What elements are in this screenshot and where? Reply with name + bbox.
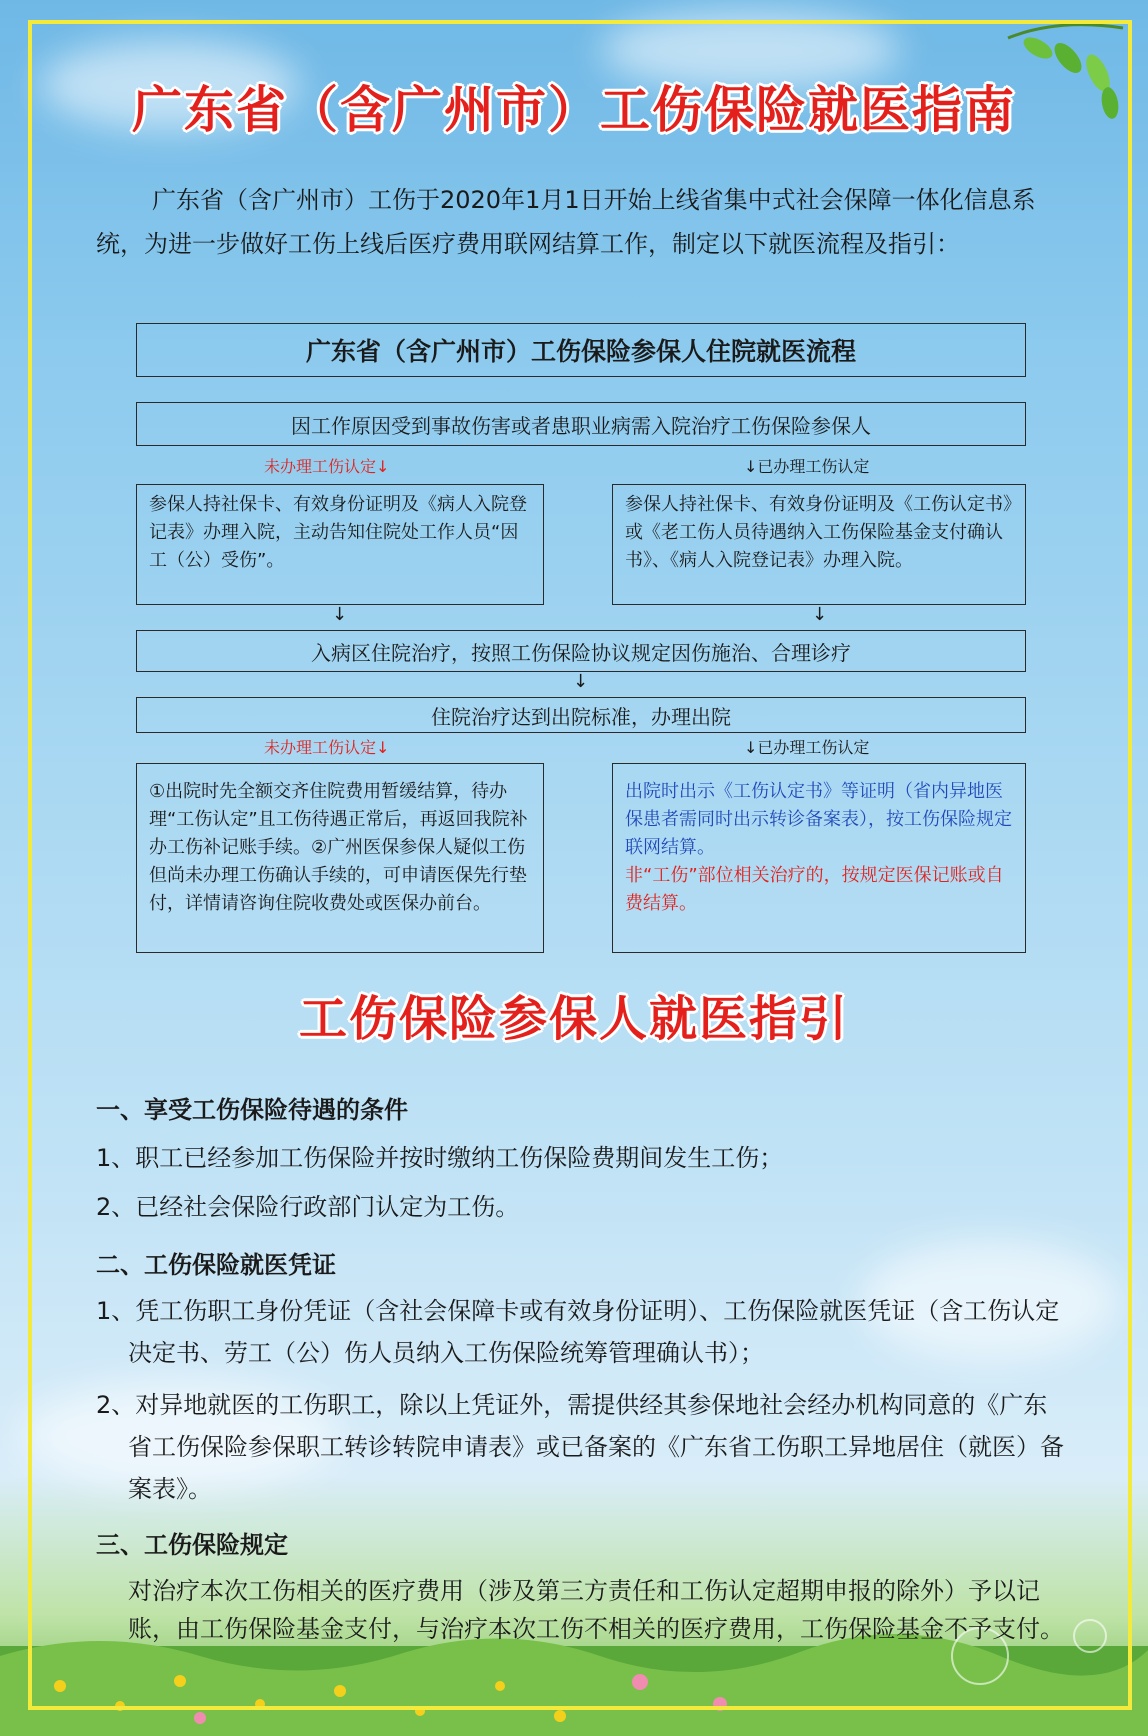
section1-item: 1、职工已经参加工伤保险并按时缴纳工伤保险费期间发生工伤； — [96, 1144, 784, 1172]
arrow-down: ↓ — [573, 671, 589, 692]
admit-certified-box: 参保人持社保卡、有效身份证明及《工伤认定书》或《老工伤人员待遇纳入工伤保险基金支付确认书》、《病人入院登记表》办理入院。 — [612, 484, 1026, 605]
section3-heading: 三、工伤保险规定 — [96, 1531, 288, 1559]
label-certified: ↓已办理工伤认定 — [744, 457, 870, 476]
flow-step-treatment: 入病区住院治疗，按照工伤保险协议规定因伤施治、合理诊疗 — [136, 630, 1026, 672]
section1-heading: 一、享受工伤保险待遇的条件 — [96, 1096, 408, 1124]
section2-heading: 二、工伤保险就医凭证 — [96, 1251, 336, 1279]
page-title: 广东省（含广州市）工伤保险就医指南 — [132, 81, 1016, 139]
label-certified: ↓已办理工伤认定 — [744, 738, 870, 757]
discharge-certified-box — [612, 763, 1026, 953]
label-not-certified: 未办理工伤认定↓ — [264, 738, 390, 757]
admit-not-certified-box: 参保人持社保卡、有效身份证明及《病人入院登记表》办理入院，主动告知住院处工作人员“因工（公）受伤”。 — [136, 484, 544, 605]
flow-step-discharge: 住院治疗达到出院标准，办理出院 — [136, 697, 1026, 733]
arrow-down: ↓ — [332, 604, 348, 625]
flow-title: 广东省（含广州市）工伤保险参保人住院就医流程 — [136, 323, 1026, 377]
section2-item: 1、凭工伤职工身份凭证（含社会保障卡或有效身份证明）、工伤保险就医凭证（含工伤认定决定书、劳工（公）伤人员纳入工伤保险统筹管理确认书）； — [96, 1297, 1060, 1367]
guide-title: 工伤保险参保人就医指引 — [298, 991, 849, 1047]
flow-step-injured: 因工作原因受到事故伤害或者患职业病需入院治疗工伤保险参保人 — [136, 402, 1026, 446]
arrow-down: ↓ — [812, 604, 828, 625]
discharge-certified-note: 出院时出示《工伤认定书》等证明（省内异地医保患者需同时出示转诊备案表），按工伤保险规定联网结算。 — [625, 781, 1012, 858]
intro-paragraph: 广东省（含广州市）工伤于2020年1月1日开始上线省集中式社会保障一体化信息系统，为进一步做好工伤上线后医疗费用联网结算工作，制定以下就医流程及指引： — [96, 186, 1036, 258]
label-not-certified: 未办理工伤认定↓ — [264, 457, 390, 476]
section2-item: 2、对异地就医的工伤职工，除以上凭证外，需提供经其参保地社会经办机构同意的《广东省工伤保险参保职工转诊转院申请表》或已备案的《广东省工伤职工异地居住（就医）备案表》。 — [96, 1391, 1064, 1503]
discharge-noninjury-note: 非“工伤”部位相关治疗的，按规定医保记账或自费结算。 — [625, 865, 1004, 914]
section3-text: 对治疗本次工伤相关的医疗费用（涉及第三方责任和工伤认定超期申报的除外）予以记账，由工伤保险基金支付，与治疗本次工伤不相关的医疗费用，工伤保险基金不予支付。 — [128, 1577, 1064, 1643]
section1-item: 2、已经社会保险行政部门认定为工伤。 — [96, 1193, 520, 1221]
discharge-not-certified-box: ①出院时先全额交齐住院费用暂缓结算，待办理“工伤认定”且工伤待遇正常后，再返回我院补办工伤补记账手续。②广州医保参保人疑似工伤但尚未办理工伤确认手续的，可申请医保先行垫付，详情请咨询住院收费处或医保办前台。 — [136, 763, 544, 953]
